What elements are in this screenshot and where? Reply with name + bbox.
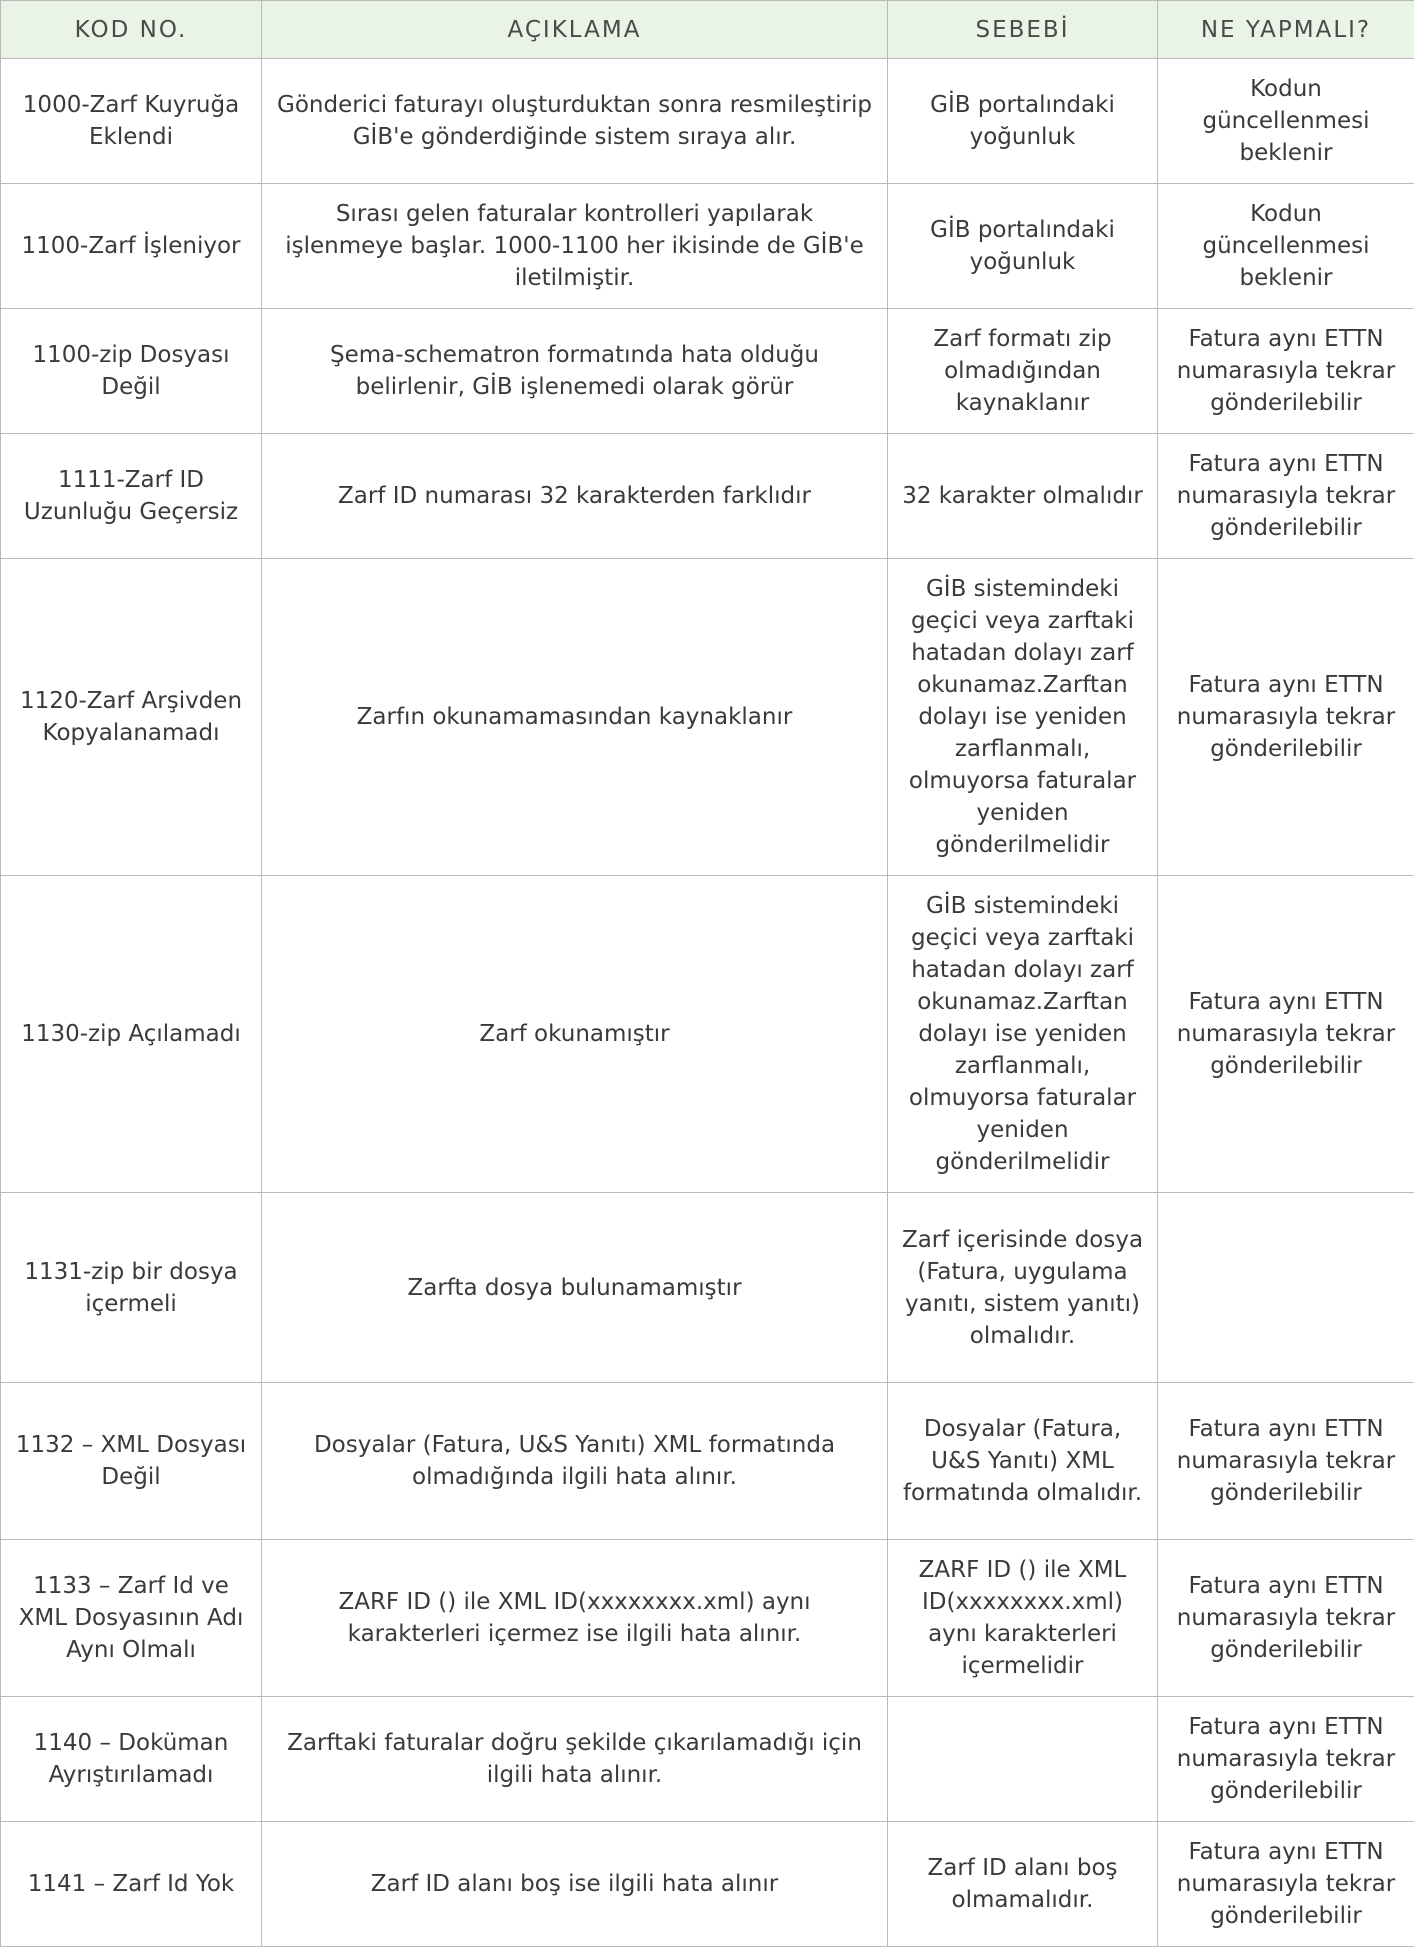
- table-row: [1, 1822, 1414, 1947]
- cell-ne-yapmali: Fatura aynı ETTN numarasıyla tekrar gönderilebilir: [1158, 559, 1414, 876]
- cell-kod: 1133 – Zarf Id ve XML Dosyasının Adı Aynı Olmalı: [1, 1540, 262, 1697]
- cell-kod: 1120-Zarf Arşivden Kopyalanamadı: [1, 559, 262, 876]
- cell-sebebi: [888, 1697, 1158, 1822]
- cell-sebebi: GİB sistemindeki geçici veya zarftaki hatadan dolayı zarf okunamaz.Zarftan dolayı ise yeniden zarflanmalı, olmuyorsa faturalar yeniden gönderilmelidir: [888, 876, 1158, 1193]
- cell-ne-yapmali: Fatura aynı ETTN numarasıyla tekrar gönderilebilir: [1158, 309, 1414, 434]
- table-row: [1, 184, 1414, 309]
- cell-ne-yapmali: Fatura aynı ETTN numarasıyla tekrar gönderilebilir: [1158, 434, 1414, 559]
- cell-aciklama: Zarf ID numarası 32 karakterden farklıdır: [262, 434, 888, 559]
- cell-kod: 1131-zip bir dosya içermeli: [1, 1193, 262, 1383]
- table-row: [1, 559, 1414, 876]
- table-row: [1, 309, 1414, 434]
- cell-aciklama: Şema-schematron formatında hata olduğu belirlenir, GİB işlenemedi olarak görür: [262, 309, 888, 434]
- cell-sebebi: Zarf içerisinde dosya (Fatura, uygulama yanıtı, sistem yanıtı) olmalıdır.: [888, 1193, 1158, 1383]
- cell-sebebi: GİB sistemindeki geçici veya zarftaki hatadan dolayı zarf okunamaz.Zarftan dolayı ise yeniden zarflanmalı, olmuyorsa faturalar yeniden gönderilmelidir: [888, 559, 1158, 876]
- cell-kod: 1130-zip Açılamadı: [1, 876, 262, 1193]
- header-sebebi: SEBEBİ: [888, 1, 1158, 59]
- table-row: [1, 876, 1414, 1193]
- header-kod: KOD NO.: [1, 1, 262, 59]
- cell-aciklama: Zarfın okunamamasından kaynaklanır: [262, 559, 888, 876]
- cell-kod: 1132 – XML Dosyası Değil: [1, 1383, 262, 1540]
- cell-aciklama: Zarftaki faturalar doğru şekilde çıkarılamadığı için ilgili hata alınır.: [262, 1697, 888, 1822]
- header-row: [1, 1, 1414, 59]
- cell-aciklama: Gönderici faturayı oluşturduktan sonra resmileştirip GİB'e gönderdiğinde sistem sıraya alır.: [262, 59, 888, 184]
- cell-ne-yapmali: [1158, 1193, 1414, 1383]
- cell-ne-yapmali: Fatura aynı ETTN numarasıyla tekrar gönderilebilir: [1158, 1383, 1414, 1540]
- table-row: [1, 59, 1414, 184]
- cell-kod: 1140 – Doküman Ayrıştırılamadı: [1, 1697, 262, 1822]
- cell-aciklama: Dosyalar (Fatura, U&S Yanıtı) XML formatında olmadığında ilgili hata alınır.: [262, 1383, 888, 1540]
- cell-aciklama: Sırası gelen faturalar kontrolleri yapılarak işlenmeye başlar. 1000-1100 her ikisinde de GİB'e iletilmiştir.: [262, 184, 888, 309]
- cell-sebebi: Zarf ID alanı boş olmamalıdır.: [888, 1822, 1158, 1947]
- cell-aciklama: Zarfta dosya bulunamamıştır: [262, 1193, 888, 1383]
- cell-sebebi: Dosyalar (Fatura, U&S Yanıtı) XML formatında olmalıdır.: [888, 1383, 1158, 1540]
- cell-sebebi: GİB portalındaki yoğunluk: [888, 59, 1158, 184]
- cell-ne-yapmali: Fatura aynı ETTN numarasıyla tekrar gönderilebilir: [1158, 1540, 1414, 1697]
- header-ne-yapmali: NE YAPMALI?: [1158, 1, 1414, 59]
- cell-ne-yapmali: Fatura aynı ETTN numarasıyla tekrar gönderilebilir: [1158, 1697, 1414, 1822]
- cell-kod: 1000-Zarf Kuyruğa Eklendi: [1, 59, 262, 184]
- cell-kod: 1100-Zarf İşleniyor: [1, 184, 262, 309]
- cell-kod: 1100-zip Dosyası Değil: [1, 309, 262, 434]
- table-row: [1, 1697, 1414, 1822]
- cell-ne-yapmali: Kodun güncellenmesi beklenir: [1158, 59, 1414, 184]
- cell-aciklama: ZARF ID () ile XML ID(xxxxxxxx.xml) aynı karakterleri içermez ise ilgili hata alınır.: [262, 1540, 888, 1697]
- cell-ne-yapmali: Fatura aynı ETTN numarasıyla tekrar gönderilebilir: [1158, 876, 1414, 1193]
- cell-sebebi: ZARF ID () ile XML ID(xxxxxxxx.xml) aynı karakterleri içermelidir: [888, 1540, 1158, 1697]
- table-row: [1, 1540, 1414, 1697]
- header-aciklama: AÇIKLAMA: [262, 1, 888, 59]
- cell-sebebi: 32 karakter olmalıdır: [888, 434, 1158, 559]
- cell-aciklama: Zarf okunamıştır: [262, 876, 888, 1193]
- cell-kod: 1111-Zarf ID Uzunluğu Geçersiz: [1, 434, 262, 559]
- cell-aciklama: Zarf ID alanı boş ise ilgili hata alınır: [262, 1822, 888, 1947]
- table-row: [1, 1193, 1414, 1383]
- cell-ne-yapmali: Fatura aynı ETTN numarasıyla tekrar gönderilebilir: [1158, 1822, 1414, 1947]
- cell-kod: 1141 – Zarf Id Yok: [1, 1822, 262, 1947]
- cell-ne-yapmali: Kodun güncellenmesi beklenir: [1158, 184, 1414, 309]
- table-row: [1, 434, 1414, 559]
- cell-sebebi: Zarf formatı zip olmadığından kaynaklanır: [888, 309, 1158, 434]
- table-row: [1, 1383, 1414, 1540]
- cell-sebebi: GİB portalındaki yoğunluk: [888, 184, 1158, 309]
